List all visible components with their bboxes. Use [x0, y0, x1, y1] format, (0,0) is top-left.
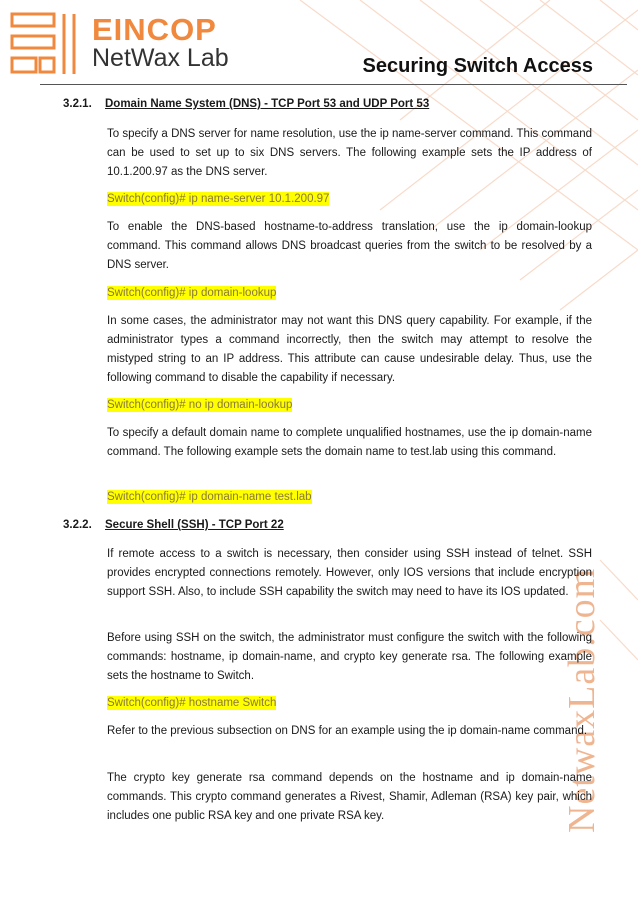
page-header — [0, 0, 638, 90]
command-text: Switch(config)# ip name-server 10.1.200.97 — [107, 193, 330, 205]
section-title: Domain Name System (DNS) - TCP Port 53 and UDP Port 53 — [105, 98, 430, 110]
brand-name: EINCOP — [92, 12, 217, 47]
paragraph: Refer to the previous subsection on DNS for an example using the ip domain-name command. — [107, 725, 588, 737]
header-divider — [40, 84, 627, 85]
paragraph: To specify a default domain name to complete unqualified hostnames, use the ip domain-name command. The following example sets the domain name to test.lab using this command. — [107, 427, 592, 458]
section-title: Secure Shell (SSH) - TCP Port 22 — [105, 519, 284, 531]
command-example — [107, 489, 312, 505]
eincop-logo-icon — [10, 12, 80, 76]
lab-name: NetWax Lab — [92, 44, 229, 72]
command-example — [107, 397, 292, 413]
command-text: Switch(config)# ip domain-name test.lab — [107, 491, 312, 503]
command-example — [107, 191, 329, 207]
command-text: Switch(config)# no ip domain-lookup — [107, 399, 293, 411]
paragraph: If remote access to a switch is necessary, then consider using SSH instead of telnet. SSH provides encrypted connections remotely. However, only IOS versions that include encryption support SSH. Also, to include SSH capability the switch may need to have its IOS updated. — [107, 548, 592, 598]
paragraph: To enable the DNS-based hostname-to-address translation, use the ip domain-lookup command. This command allows DNS broadcast queries from the switch to be resolved by a DNS server. — [107, 221, 592, 271]
section-number: 3.2.1. — [63, 98, 92, 110]
section-number: 3.2.2. — [63, 519, 92, 531]
watermark-text: NetwaxLab.com — [561, 567, 603, 833]
paragraph: In some cases, the administrator may not want this DNS query capability. For example, if the administrator types a command incorrectly, then the switch may attempt to resolve the mistyped string to an IP address. This attribute can cause undesirable delay. Thus, use the following command to disable the capability if necessary. — [107, 315, 592, 384]
page-title: Securing Switch Access — [362, 55, 593, 77]
section-heading-dns — [63, 96, 429, 112]
command-text: Switch(config)# hostname Switch — [107, 697, 277, 709]
command-example — [107, 285, 276, 301]
paragraph: The crypto key generate rsa command depends on the hostname and ip domain-name commands. This crypto command generates a Rivest, Shamir, Adleman (RSA) key pair, which includes one public RSA key and one private RSA key. — [107, 772, 592, 822]
command-example — [107, 695, 276, 711]
paragraph: To specify a DNS server for name resolution, use the ip name-server command. This command can be used to set up to six DNS servers. The following example sets the IP address of 10.1.200.97 as the DNS server. — [107, 128, 592, 178]
command-text: Switch(config)# ip domain-lookup — [107, 287, 277, 299]
paragraph: Before using SSH on the switch, the administrator must configure the switch with the following commands: hostname, ip domain-name, and crypto key generate rsa. The following example sets the hostname to Switch. — [107, 632, 592, 682]
section-heading-ssh — [63, 517, 284, 533]
